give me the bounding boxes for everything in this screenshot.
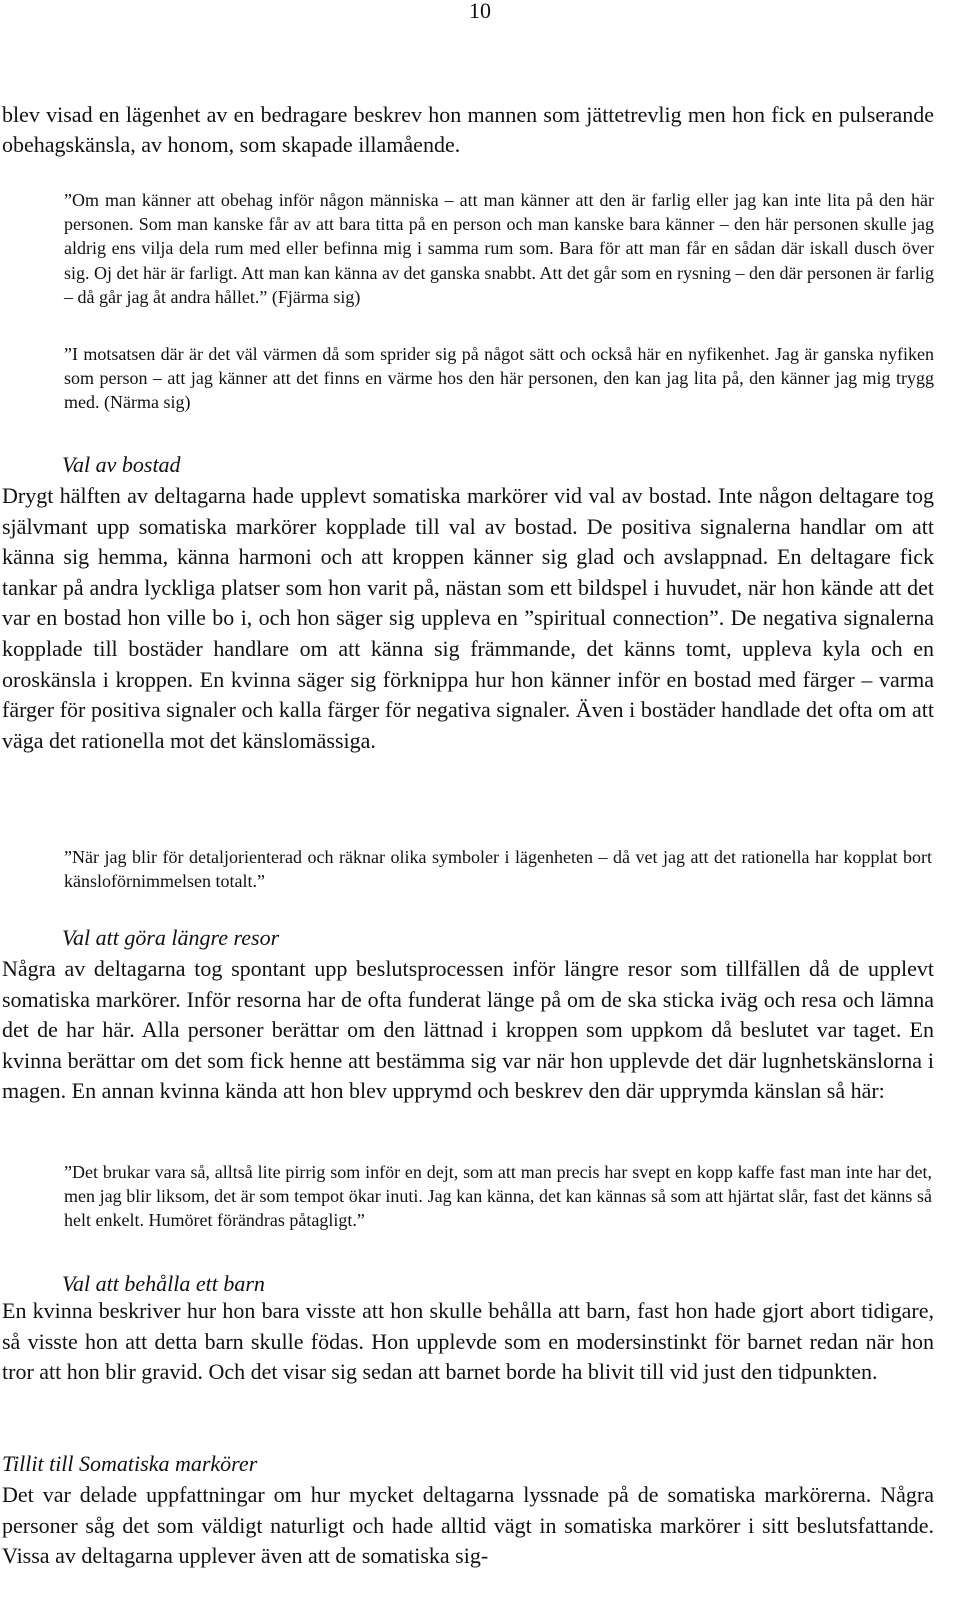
heading-tillit: Tillit till Somatiska markörer: [2, 1451, 258, 1476]
quote-resor: ”Det brukar vara så, alltså lite pirrig som inför en dejt, som att man precis har svept en kopp kaffe fast man inte har det, men jag blir liksom, det är som tempot ökar inuti. Jag kan känna, det kan kännas så som att hjärtat slår, fast det känns så helt enkelt. Humöret förändras påtagligt.”: [64, 1162, 932, 1231]
quote-obehag: ”Om man känner att obehag inför någon människa – att man känner att den är farlig eller jag kan inte lita på den här personen. Som man kanske får av att bara titta på en person och man kanske bara känner – den här personen skulle jag aldrig ens vilja dela rum med eller befinna mig i samma rum som. Bara för att man får en sådan där iskall dusch över sig. Oj det här är farligt. Att man kan känna av det ganska snabbt. Att det går som en rysning – den där personen är farlig – då går jag åt andra hållet.” (Fjärma sig): [64, 190, 934, 307]
quote-varme: ”I motsatsen där är det väl värmen då som sprider sig på något sätt och också här en nyfikenhet. Jag är ganska nyfiken som person – att jag känner att det finns en värme hos den här personen, den kan jag lita på, den känner jag mig trygg med. (Närma sig): [64, 344, 934, 413]
paragraph-val-av-bostad: Drygt hälften av deltagarna hade upplevt somatiska markörer vid val av bostad. Inte någon deltagare tog självmant upp somatiska markörer kopplade till val av bostad. De positiva signalerna handlar om att känna sig hemma, känna harmoni och att kroppen känner sig glad och avslappnad. En deltagare fick tankar på andra lyckliga platser som hon varit på, nästan som ett bildspel i huvudet, när hon kände att det var en bostad hon ville bo i, och hon säger sig uppleva en ”spiritual connection”. De negativa signalerna kopplade till bostäder handlare om att känna sig främmande, det känns tomt, uppleva kyla och en oroskänsla i kroppen. En kvinna säger sig förknippa hur hon känner inför en bostad med färger – varma färger för positiva signaler och kalla färger för negativa signaler. Även i bostäder handlade det ofta om att väga det rationella mot det känslomässiga.: [2, 483, 934, 753]
heading-behalla-barn: Val att behålla ett barn: [62, 1271, 265, 1296]
heading-langre-resor: Val att göra längre resor: [62, 925, 280, 950]
page-number: 10: [469, 0, 491, 23]
intro-paragraph: blev visad en lägenhet av en bedragare beskrev hon mannen som jättetrevlig men hon fick en pulserande obehagskänsla, av honom, som skapade illamående.: [2, 102, 934, 157]
quote-bostad: ”När jag blir för detaljorienterad och räknar olika symboler i lägenheten – då vet jag att det rationella har kopplat bort känsloförnimmelsen totalt.”: [64, 847, 932, 892]
heading-val-av-bostad: Val av bostad: [62, 452, 181, 477]
paragraph-langre-resor: Några av deltagarna tog spontant upp beslutsprocessen inför längre resor som tillfällen då de upplevt somatiska markörer. Inför resorna har de ofta funderat länge på om de ska sticka iväg och resa och lämna det de har här. Alla personer berättar om den lättnad i kroppen som uppkom då beslutet var taget. En kvinna berättar om det som fick henne att bestämma sig var när hon upplevde det där lugnhetskänslorna i magen. En annan kvinna kända att hon blev upprymd och beskrev den där upprymda känslan så här:: [2, 956, 934, 1104]
paragraph-behalla-barn: En kvinna beskriver hur hon bara visste att hon skulle behålla att barn, fast hon hade gjort abort tidigare, så visste hon att detta barn skulle födas. Hon upplevde som en modersinstinkt för barnet redan när hon tror att hon blir gravid. Och det visar sig sedan att barnet borde ha blivit till vid just den tidpunkten.: [2, 1298, 934, 1385]
paragraph-tillit: Det var delade uppfattningar om hur mycket deltagarna lyssnade på de somatiska markörerna. Några personer såg det som väldigt naturligt och hade alltid vägt in somatiska markörer i sitt beslutsfattande. Vissa av deltagarna upplever även att de somatiska sig-: [2, 1482, 934, 1569]
